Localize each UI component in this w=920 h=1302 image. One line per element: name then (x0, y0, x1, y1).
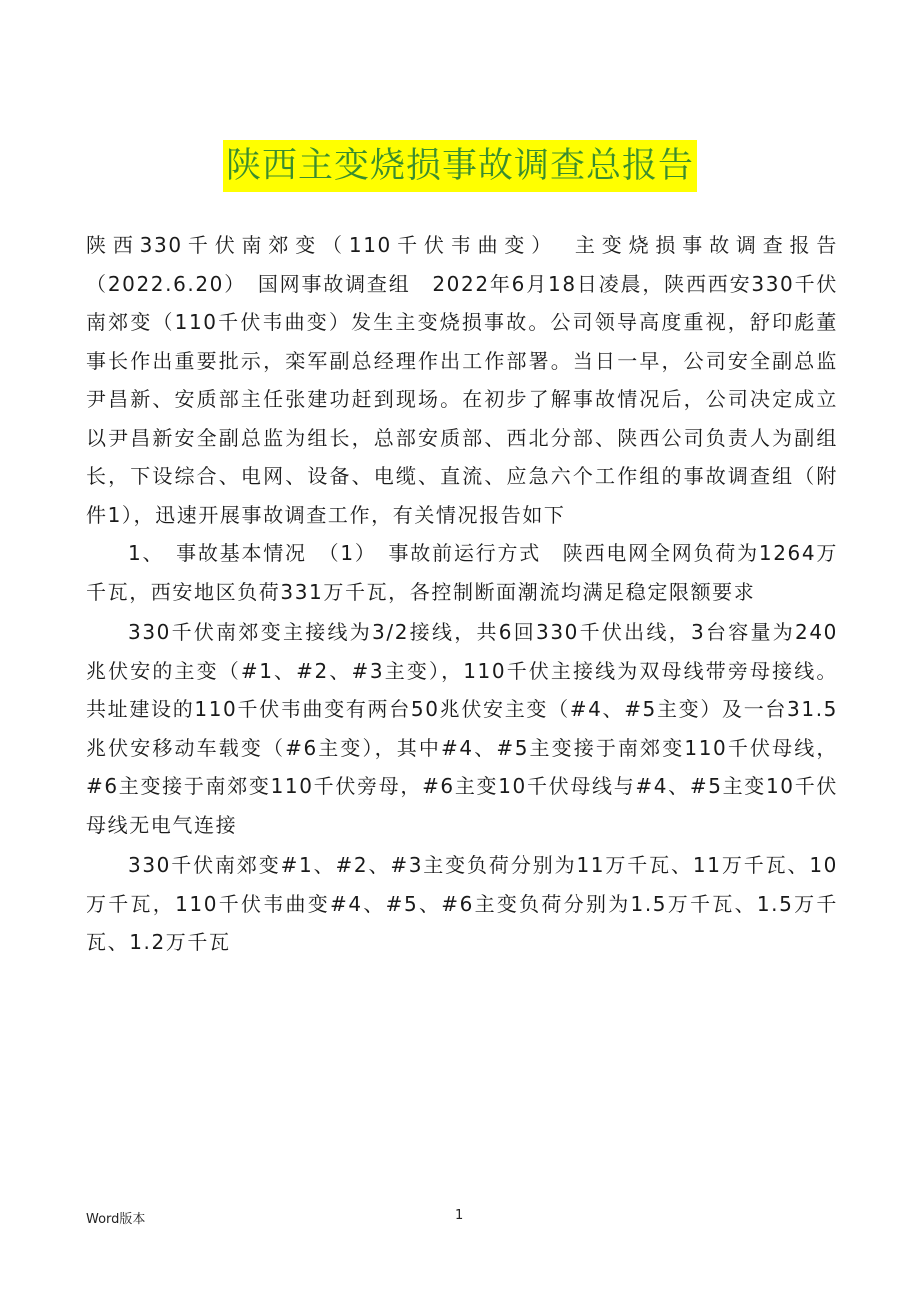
title-container (0, 140, 920, 192)
paragraph-wiring: 330千伏南郊变主接线为3/2接线，共6回330千伏出线，3台容量为240兆伏安的主变（#1、#2、#3主变），110千伏主接线为双母线带旁母接线。共址建设的110千伏韦曲变有两台50兆伏安主变（#4、#5主变）及一台31.5兆伏安移动车载变（#6主变），其中#4、#5主变接于南郊变110千伏母线，#6主变接于南郊变110千伏旁母，#6主变10千伏母线与#4、#5主变10千伏母线无电气连接 (86, 620, 838, 837)
footer-label: Word版本 (86, 1212, 146, 1227)
paragraph-intro: 陕西330千伏南郊变（110千伏韦曲变） 主变烧损事故调查报告（2022.6.20） 国网事故调查组 2022年6月18日凌晨，陕西西安330千伏南郊变（110千伏韦曲变）发生主变烧损事故。公司领导高度重视，舒印彪董事长作出重要批示，栾军副总经理作出工作部署。当日一早，公司安全副总监尹昌新、安质部主任张建功赶到现场。在初步了解事故情况后，公司决定成立以尹昌新安全副总监为组长，总部安质部、西北分部、陕西公司负责人为副组长，下设综合、电网、设备、电缆、直流、应急六个工作组的事故调查组（附件1），迅速开展事故调查工作，有关情况报告如下 (86, 233, 838, 527)
page-number: 1 (455, 1208, 464, 1223)
document-title: 陕西主变烧损事故调查总报告 (223, 140, 697, 192)
document-body (86, 226, 838, 962)
paragraph-basic-situation: 1、 事故基本情况 （1） 事故前运行方式 陕西电网全网负荷为1264万千瓦，西安地区负荷331万千瓦，各控制断面潮流均满足稳定限额要求 (86, 541, 838, 604)
paragraph-load: 330千伏南郊变#1、#2、#3主变负荷分别为11万千瓦、11万千瓦、10万千瓦，110千伏韦曲变#4、#5、#6主变负荷分别为1.5万千瓦、1.5万千瓦、1.2万千瓦 (86, 853, 838, 954)
